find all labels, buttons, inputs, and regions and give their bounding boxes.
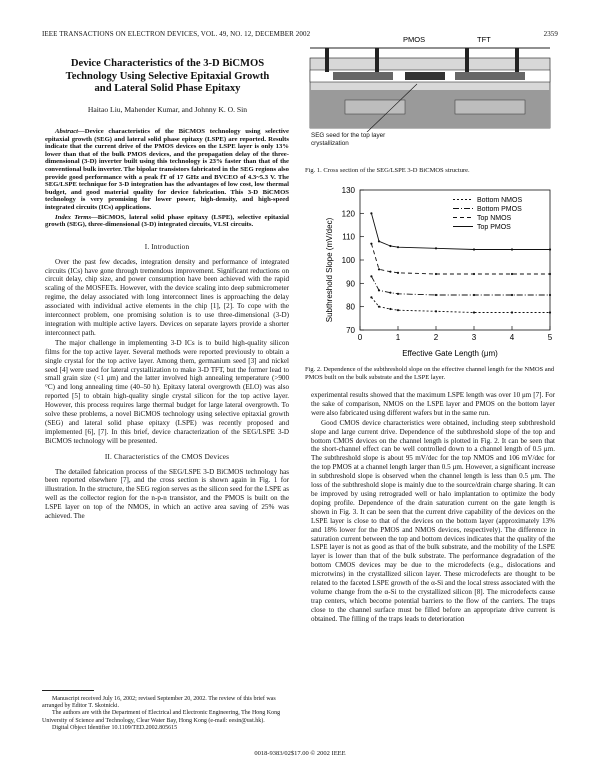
chart-y-label: Subthreshold Slope (mV/dec) xyxy=(325,217,334,323)
legend-entry: Top NMOS xyxy=(477,215,512,222)
intro-heading: I. Introduction xyxy=(144,242,190,251)
pmos-gate xyxy=(333,72,393,80)
data-point xyxy=(473,311,475,313)
contact-4 xyxy=(515,48,519,72)
left-column xyxy=(45,128,289,522)
fig2-caption: Fig. 2. Dependence of the subthreshold slope on the effective channel length for the NMOS and PMOS built on the bulk substrate and the LSPE layer. xyxy=(305,366,555,381)
data-point xyxy=(511,273,513,275)
fig1-label-tft: TFT xyxy=(477,35,491,44)
legend-entry: Top PMOS xyxy=(477,224,511,231)
contact-2 xyxy=(375,48,379,72)
right-paragraph-2: Good CMOS device characteristics were obtained, including steep subthreshold slope and large current drive. Dependence of the subthreshold slope of the top and bottom CMOS devices on the channel length is plotted in Fig. 2. It can be seen that the short-channel effect can be well controlled down to a channel length of 0.5 μm. The subthreshold slope is about 95 mV/dec for the top NMOS and 106 mV/dec for the top PMOS at a channel length larger than 0.5 μm. However, a significant increase in subthreshold slope is observed when the channel length is less than 0.5 μm. The loss of the subthreshold slope is mainly due to the source/drain charge sharing. It can be improved by using retrograded well or halo implantation to optimize the body doping profile. Dependence of the drain saturation current on the gate length is shown in Fig. 3. It can be seen that the current drive capability of the devices on the LSPE layer is close to that of the devices on the bottom layer (approximately 13% and 18% lower for the PMOS and NMOS devices, respectively). The difference in saturation current between the top and bottom devices indicates that the quality of the LSPE layer is not as good as that of the bulk substrate, and the mobility of the LSPE layer is lower than that of the bulk substrate. The performance degradation of the bottom CMOS devices may be due to the microdefects (e.g., dislocations and microtwins) in the crystallized silicon layer. These microdefects are thought to be related to the faceted LSPE growth of the α-Si and the local stress associated with the volume change from the α-Si to the crystallized silicon [8]. The microdefects cause trap centers, which become potential barriers to the flow of the carriers. The traps close to the channel surface must be filled before an appropriate drive current is obtained. The filling of the traps leads to deterioration xyxy=(311,418,555,623)
footnote-doi: Digital Object Identifier 10.1109/TED.2002.805615 xyxy=(52,724,178,731)
y-tick-label: 130 xyxy=(341,186,355,195)
x-tick-label: 5 xyxy=(547,333,553,342)
data-point xyxy=(435,273,437,275)
nmos-well xyxy=(345,100,405,114)
y-tick-label: 120 xyxy=(341,209,355,219)
x-tick-label: 4 xyxy=(509,333,515,342)
abstract-text: Device characteristics of the BiCMOS technology using selective epitaxial growth (SEG) and lateral solid phase epitaxy (LSPE) are reported. Results indicate that the current drive of the PMOS devices on the LSPE layer is only 13% lower than that of the bulk PMOS devices, and the propagation delay of the three-dimensional (3-D) inverter built using this technology is 23% faster than that of the conventional bulk inverter. The bipolar transistors fabricated in the SEG regions also provide good performance with a peak fT of 17 GHz and BVCEO of 4.3~5.3 V. The SEG/LSPE technique for 3-D integration has the advantages of low cost, low thermal budget, and good material quality for device fabrication. This 3-D BiCMOS technology is very promising for lower power, high-density, and high-speed integrated circuits (ICs) applications. xyxy=(45,128,289,211)
chart-x-label: Effective Gate Length (μm) xyxy=(402,349,498,358)
data-point xyxy=(370,243,372,245)
footnote-received: Manuscript received July 16, 2002; revised September 20, 2002. The review of this brief was arranged by Editor T. Skotnicki. xyxy=(42,696,276,710)
x-tick-label: 0 xyxy=(357,333,363,342)
series-line-3 xyxy=(371,213,550,249)
contact-3 xyxy=(465,48,469,72)
fig2-chart xyxy=(305,180,560,360)
footnote xyxy=(42,690,292,732)
series-line-1 xyxy=(371,276,550,295)
tft-region xyxy=(455,72,525,80)
data-point xyxy=(549,294,551,296)
npn-well xyxy=(455,100,525,114)
data-point xyxy=(435,294,437,296)
y-tick-label: 70 xyxy=(346,326,355,335)
data-point xyxy=(370,212,372,214)
fig1-cross-section xyxy=(305,28,555,156)
right-column xyxy=(311,391,555,625)
index-terms-text: BiCMOS, lateral solid phase epitaxy (LSPE), selective epitaxial growth (SEG), three-dimensional (3-D) integrated circuits, VLSI circuits. xyxy=(45,213,290,229)
data-point xyxy=(511,294,513,296)
chart-legend xyxy=(453,197,522,231)
paper-title: Device Characteristics of the 3-D BiCMOS Technology Using Selective Epitaxial Growth and Lateral Solid Phase Epitaxy xyxy=(65,58,270,94)
data-point xyxy=(473,273,475,275)
legend-entry: Bottom NMOS xyxy=(477,197,523,204)
fig1-annotation: SEG seed for the top layer crystallization xyxy=(311,132,386,147)
data-point xyxy=(397,272,399,274)
data-point xyxy=(397,246,399,248)
fig1-caption: Fig. 1. Cross section of the SEG/LSPE 3-D BiCMOS structure. xyxy=(305,167,470,174)
footnote-rule xyxy=(42,690,94,691)
data-point xyxy=(378,306,380,308)
data-point xyxy=(378,289,380,291)
contact-1 xyxy=(325,48,329,72)
cmos-paragraph-1: The detailed fabrication process of the SEG/LSPE 3-D BiCMOS technology has been reported elsewhere [7], and the cross section is shown again in Fig. 1 for illustration. In the structure, the SEG region serves as the silicon seed for the LSPE as well as the collector region for the n-p-n transistor, and the PMOS is built on the LSPE layer on top of the NMOS, in which an active area saving of 25% was achieved. The xyxy=(45,467,289,521)
intro-paragraph-2: The major challenge in implementing 3-D ICs is to build high-quality silicon films for the top active layer. Several methods were reported previously to obtain a single crystal for the top active layer. Among them, germanium seed [3] and nickel seed [4] were used for lateral crystallization to make 3-D TFT, but the former lead to small grain size (<1 μm) and the latter involved high annealing temperature (>900 °C) and long annealing time (40–50 h). Epitaxy lateral overgrowth (ELO) was also reported [5] to obtain high-quality single crystal silicon for the top active layer. However, this process requires large thermal budget for large lateral overgrowth. To solve these problems, a novel BiCMOS technology using selective epitaxial growth (SEG) and lateral solid phase epitaxy (LSPE) was recently proposed and implemented [6], [7]. In this brief, device characterization of the SEG/LSPE 3-D BiCMOS technology will be presented. xyxy=(45,338,289,445)
data-point xyxy=(549,248,551,250)
page-number: 2359 xyxy=(543,30,558,38)
abstract xyxy=(45,128,289,212)
data-point xyxy=(389,271,391,273)
x-tick-label: 2 xyxy=(433,333,439,342)
data-point xyxy=(378,268,380,270)
y-tick-label: 80 xyxy=(346,302,355,312)
author-list: Haitao Liu, Mahender Kumar, and Johnny K. O. Sin xyxy=(87,105,248,114)
index-terms xyxy=(45,214,289,229)
data-point xyxy=(389,292,391,294)
data-point xyxy=(511,311,513,313)
data-point xyxy=(435,247,437,249)
footnote-affiliation: The authors are with the Department of Electrical and Electronic Engineering, The Hong Kong University of Science and Technology, Clear Water Bay, Hong Kong (e-mail: eesin@ust.hk). xyxy=(42,710,281,724)
intro-paragraph-1: Over the past few decades, integration density and performance of integrated circuits (ICs) have gone through tremendous improvement. Significant reductions on circuit delay, chip size, and power consumption have been achieved with the rapid scaling of the MOSFETs. However, with the device scaling into deep submicrometer regime, the delay associated with long interconnect lines is approaching the delay associated with individual active elements in the chip [1], [2]. To cope with the interconnect problem, one promising solution is to use three-dimensional (3-D) integration with multiple active layers. Devices on separate layers provide a shorter interconnect path. xyxy=(45,257,289,337)
data-point xyxy=(389,245,391,247)
data-point xyxy=(435,310,437,312)
x-tick-label: 3 xyxy=(471,333,477,342)
cmos-heading: II. Characteristics of the CMOS Devices xyxy=(104,452,230,461)
data-point xyxy=(473,294,475,296)
data-point xyxy=(549,311,551,313)
data-point xyxy=(370,275,372,277)
data-point xyxy=(389,308,391,310)
copyright-line: 0018-9383/02$17.00 © 2002 IEEE xyxy=(254,750,346,757)
running-header: IEEE TRANSACTIONS ON ELECTRON DEVICES, VOL. 49, NO. 12, DECEMBER 2002 xyxy=(42,30,311,38)
data-point xyxy=(473,248,475,250)
right-paragraph-1: experimental results showed that the maximum LSPE length was over 10 μm [7]. For the sake of comparison, NMOS on the LSPE layer and PMOS on the bottom layer were also fabricated using different wafers but in the same run. xyxy=(311,391,555,417)
data-point xyxy=(549,273,551,275)
index-terms-label: Index Terms— xyxy=(55,213,98,221)
data-point xyxy=(397,309,399,311)
abstract-label: Abstract— xyxy=(55,128,85,135)
chart-series-group xyxy=(370,212,551,313)
legend-entry: Bottom PMOS xyxy=(477,206,522,213)
y-tick-label: 110 xyxy=(342,232,355,242)
fig1-label-pmos: PMOS xyxy=(403,35,426,44)
seg-seed xyxy=(405,72,445,80)
y-tick-label: 90 xyxy=(346,279,355,289)
data-point xyxy=(378,240,380,242)
data-point xyxy=(511,248,513,250)
x-tick-label: 1 xyxy=(395,333,401,342)
data-point xyxy=(370,296,372,298)
y-tick-label: 100 xyxy=(341,256,355,265)
data-point xyxy=(397,293,399,295)
